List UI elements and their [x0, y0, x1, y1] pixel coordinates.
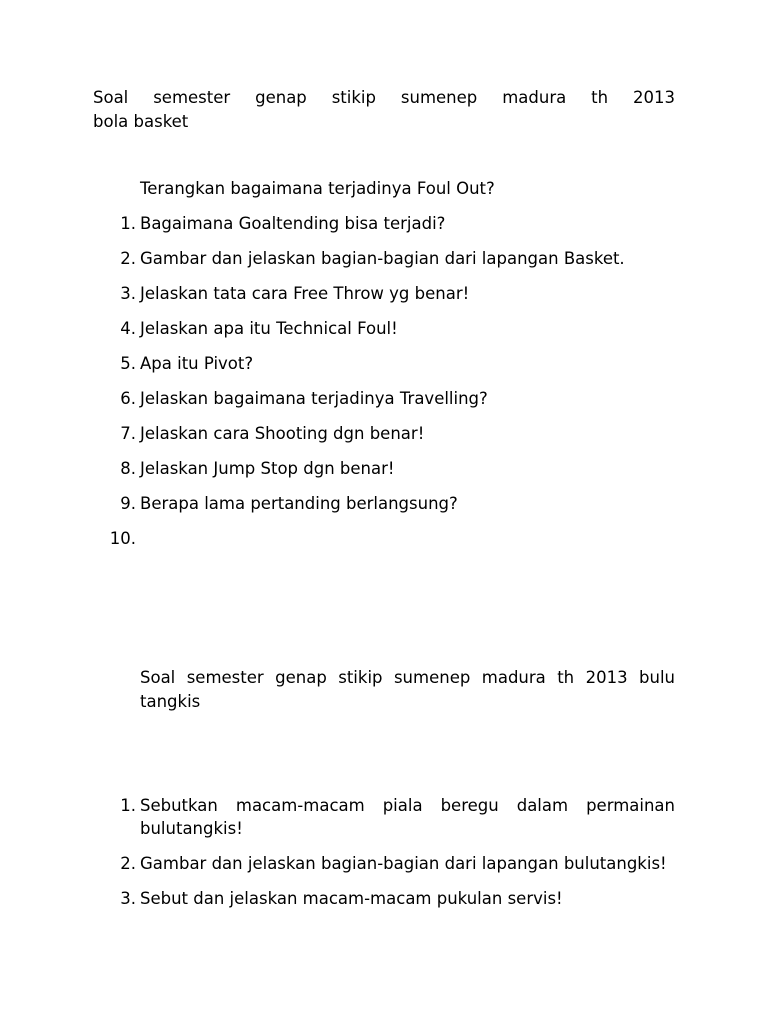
list-item-number: 9.: [120, 494, 136, 513]
list-item: [0, 282, 768, 317]
list-item-text: Jelaskan cara Shooting dgn benar!: [140, 424, 425, 443]
list-item-text: Jelaskan apa itu Technical Foul!: [140, 319, 398, 338]
list-item-text: Apa itu Pivot?: [140, 354, 254, 373]
list-item-number: 2.: [120, 854, 136, 873]
list-item-text: Bagaimana Goaltending bisa terjadi?: [140, 214, 446, 233]
list-item-text: Jelaskan Jump Stop dgn benar!: [140, 459, 395, 478]
list-item: [0, 887, 768, 910]
list-item-text: Gambar dan jelaskan bagian-bagian dari lapangan Basket.: [140, 249, 625, 268]
list-item-number: 1.: [120, 214, 136, 233]
list-item: [0, 387, 768, 422]
list-item: [0, 794, 768, 840]
list-item-number: 10.: [109, 529, 136, 548]
list-item: [0, 492, 768, 527]
section2-question-list: [0, 794, 768, 922]
section2-title: Soal semester genap stikip sumenep madura th 2013 bulu tangkis: [140, 668, 675, 711]
list-item-number: 6.: [120, 389, 136, 408]
list-item-text: Berapa lama pertanding berlangsung?: [140, 494, 458, 513]
list-item: [0, 527, 768, 562]
list-item: [0, 247, 768, 282]
section1-title-line2: bola basket: [93, 112, 189, 131]
list-item-text: Jelaskan bagaimana terjadinya Travelling?: [140, 389, 488, 408]
list-item: [0, 352, 768, 387]
list-item-text: Sebut dan jelaskan macam-macam pukulan servis!: [140, 889, 563, 908]
list-item: [0, 317, 768, 352]
list-item: [0, 212, 768, 247]
list-item-number: 3.: [120, 889, 136, 908]
list-item-text: Sebutkan macam-macam piala beregu dalam permainan bulutangkis!: [140, 796, 675, 838]
list-item-number: 1.: [120, 796, 136, 815]
list-item-number: 7.: [120, 424, 136, 443]
list-item-number: 5.: [120, 354, 136, 373]
list-item-number: 2.: [120, 249, 136, 268]
list-item: [0, 422, 768, 457]
section1-intro-question: Terangkan bagaimana terjadinya Foul Out?: [140, 179, 495, 198]
section1-question-list: [0, 212, 768, 562]
list-item-text: Jelaskan tata cara Free Throw yg benar!: [140, 284, 470, 303]
list-item: [0, 852, 768, 875]
section1-title-line1: Soal semester genap stikip sumenep madura th 2013: [93, 88, 675, 107]
list-item: [0, 457, 768, 492]
list-item-number: 8.: [120, 459, 136, 478]
list-item-number: 4.: [120, 319, 136, 338]
list-item-number: 3.: [120, 284, 136, 303]
list-item-text: Gambar dan jelaskan bagian-bagian dari lapangan bulutangkis!: [140, 854, 667, 873]
